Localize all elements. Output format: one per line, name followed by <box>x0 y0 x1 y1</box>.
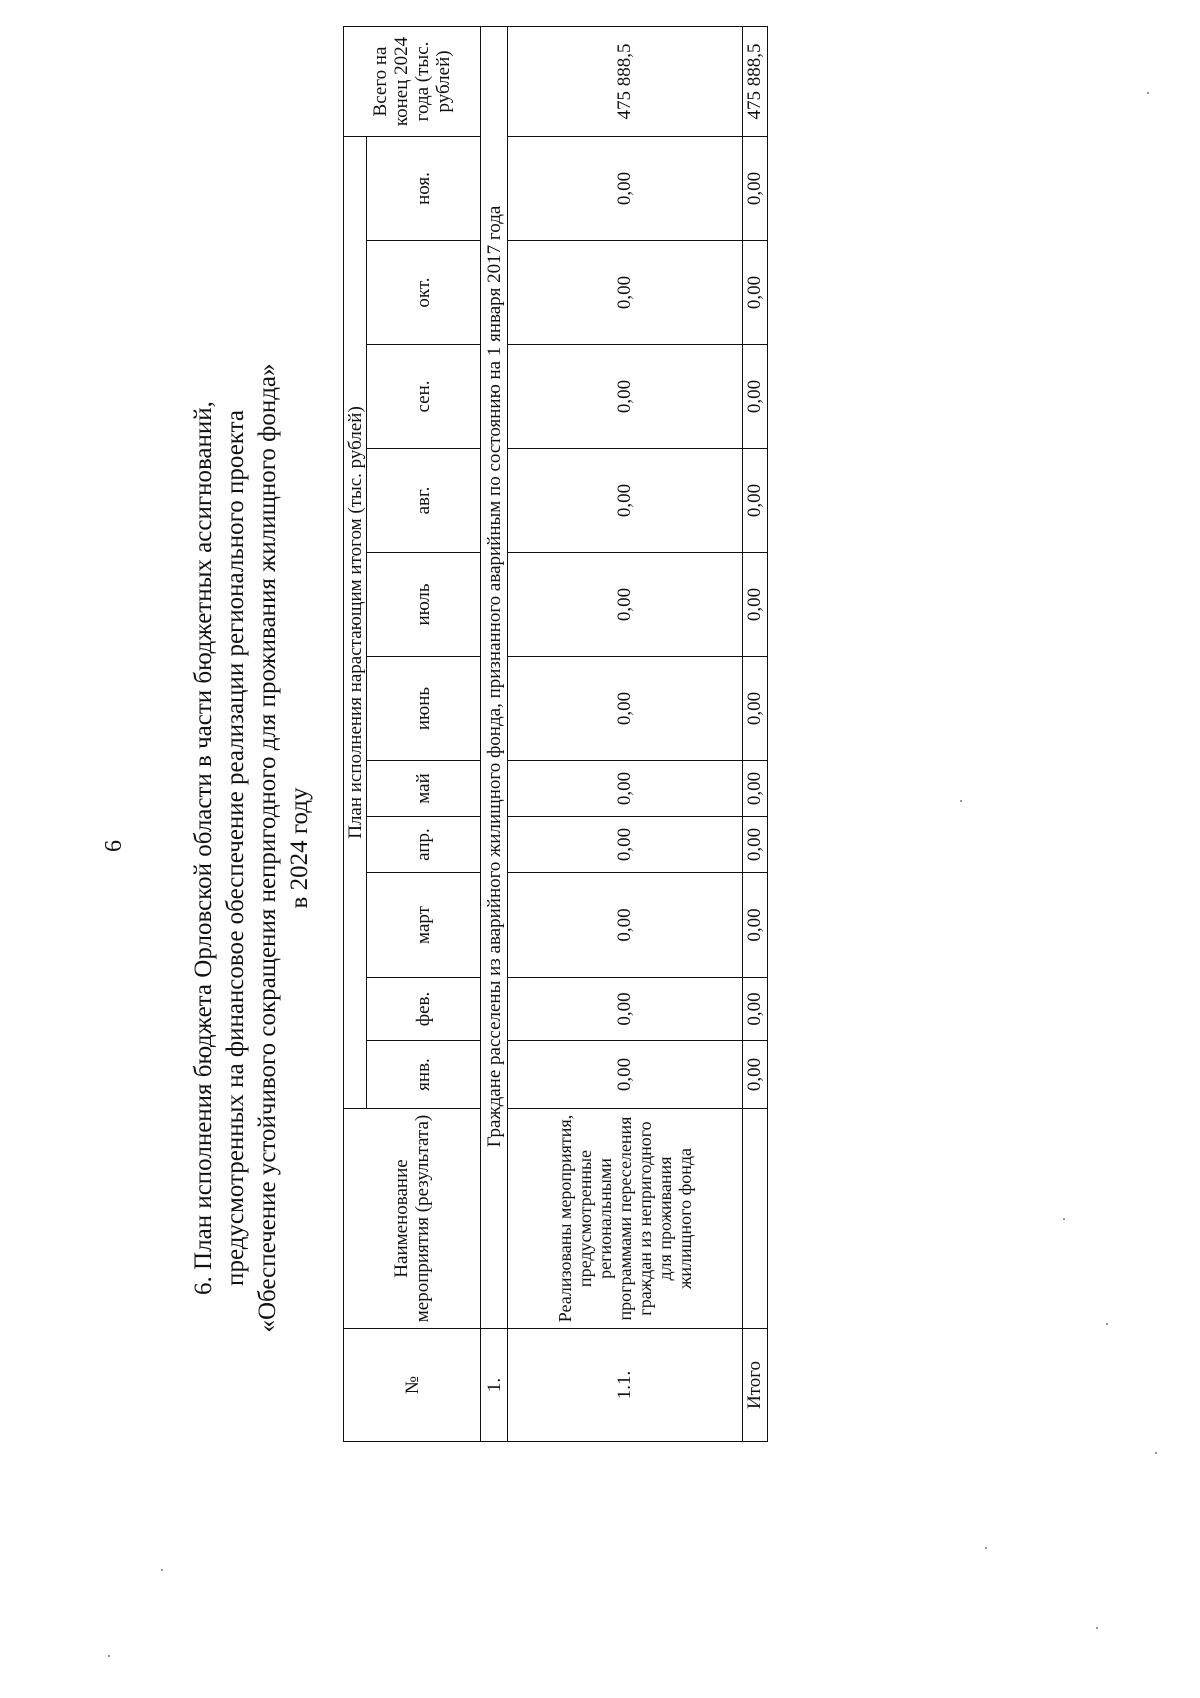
header-month: апр. <box>367 817 481 873</box>
header-month: окт. <box>367 241 481 345</box>
scan-speck <box>1106 1323 1108 1325</box>
header-month: июль <box>367 553 481 657</box>
scan-speck <box>1063 1218 1065 1220</box>
item-activity-name: Реализованы мероприятия, предусмотренные региональными программами переселения граждан из непригодного для проживания жилищного фонда <box>507 1109 742 1329</box>
header-plan-group: План исполнения нарастающим итогом (тыс. рублей) <box>344 136 367 1108</box>
total-month-value: 0,00 <box>742 978 767 1041</box>
total-empty-cell <box>742 1109 767 1329</box>
header-month: ноя. <box>367 136 481 240</box>
item-month-value: 0,00 <box>507 978 742 1041</box>
item-month-value: 0,00 <box>507 761 742 817</box>
header-month: сен. <box>367 345 481 449</box>
item-month-value: 0,00 <box>507 817 742 873</box>
header-number: № <box>344 1329 481 1442</box>
grand-total-value: 475 888,5 <box>742 26 767 136</box>
title-line-2: предусмотренных на финансовое обеспечение реализации регионального проекта <box>222 410 249 1286</box>
section-row <box>481 26 507 1441</box>
title-line-4: в 2024 году <box>286 787 313 909</box>
title-line-3: «Обеспечение устойчивого сокращения непригодного для проживания жилищного фонда» <box>254 363 281 1333</box>
scan-speck <box>161 1569 163 1571</box>
item-month-value: 0,00 <box>507 657 742 761</box>
header-activity-name: Наименование мероприятия (результата) <box>344 1109 481 1329</box>
header-month: фев. <box>367 978 481 1041</box>
item-month-value: 0,00 <box>507 449 742 553</box>
item-month-value: 0,00 <box>507 1041 742 1109</box>
item-month-value: 0,00 <box>507 241 742 345</box>
scan-speck <box>108 1655 110 1657</box>
page-number: 6 <box>101 840 127 852</box>
total-month-value: 0,00 <box>742 817 767 873</box>
item-month-value: 0,00 <box>507 345 742 449</box>
total-month-value: 0,00 <box>742 241 767 345</box>
scan-speck <box>1147 92 1149 94</box>
header-month: авг. <box>367 449 481 553</box>
title-line-1: 6. План исполнения бюджета Орловской области в части бюджетных ассигнований, <box>190 401 217 1295</box>
header-month: март <box>367 873 481 978</box>
total-month-value: 0,00 <box>742 761 767 817</box>
section-title: Граждане расселены из аварийного жилищного фонда, признанного аварийным по состоянию на 1 января 2017 года <box>481 26 507 1328</box>
scan-speck <box>1155 1452 1157 1454</box>
plan-table-container <box>343 36 768 1442</box>
total-month-value: 0,00 <box>742 657 767 761</box>
header-month: янв. <box>367 1041 481 1109</box>
section-number: 1. <box>481 1329 507 1442</box>
total-label: Итого <box>742 1329 767 1442</box>
item-number: 1.1. <box>507 1329 742 1442</box>
header-total-year: Всего на конец 2024 года (тыс. рублей) <box>344 26 481 136</box>
total-month-value: 0,00 <box>742 1041 767 1109</box>
item-month-value: 0,00 <box>507 873 742 978</box>
item-month-value: 0,00 <box>507 553 742 657</box>
document-title <box>188 178 316 1518</box>
header-month: июнь <box>367 657 481 761</box>
table-header-row <box>344 26 367 1441</box>
scan-speck <box>985 1547 987 1549</box>
total-month-value: 0,00 <box>742 449 767 553</box>
total-month-value: 0,00 <box>742 136 767 240</box>
scan-speck <box>960 800 962 802</box>
scan-speck <box>1096 1627 1098 1629</box>
item-month-value: 0,00 <box>507 136 742 240</box>
total-row <box>742 26 767 1441</box>
total-month-value: 0,00 <box>742 873 767 978</box>
total-month-value: 0,00 <box>742 553 767 657</box>
header-month: май <box>367 761 481 817</box>
budget-plan-table <box>343 26 768 1442</box>
total-month-value: 0,00 <box>742 345 767 449</box>
table-row <box>507 26 742 1441</box>
item-total-value: 475 888,5 <box>507 26 742 136</box>
